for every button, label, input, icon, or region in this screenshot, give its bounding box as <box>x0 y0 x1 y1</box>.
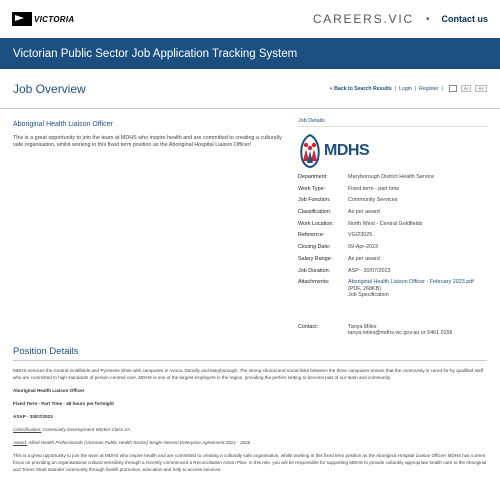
mdhs-logo <box>298 131 487 171</box>
detail-key: Classification: <box>298 209 332 216</box>
link-separator: | <box>441 85 443 92</box>
overview-header <box>0 69 500 109</box>
detail-row <box>298 268 487 275</box>
separator-dot: • <box>425 13 430 25</box>
award-value: Allied Health Professionals (Victorian Public Health Sector) Single Interest Enterprise Agreement 2021 - 2026 <box>27 440 251 446</box>
position-details-title: Position Details <box>13 346 487 361</box>
attachment-link[interactable]: Aboriginal Health Liaison Officer - February 2023.pdf <box>348 279 474 286</box>
font-larger-button[interactable]: A+ <box>475 85 487 92</box>
detail-key: Department: <box>298 174 328 180</box>
contact-row <box>298 324 487 337</box>
contact-info: tanya.miles@mdhs.vic.gov.au or 5461 0156 <box>348 330 453 337</box>
detail-row <box>298 209 487 216</box>
detail-value: As per award <box>348 255 380 262</box>
detail-row <box>298 221 487 228</box>
detail-key: Closing Date: <box>298 244 331 251</box>
attachments-row <box>298 279 487 299</box>
position-para: MDHS services the Central Goldfields and Pyrenees Shire with campuses in Avoca, Dunolly and Maryborough. The strong clinical and social links between the three campuses ensure that the community is cared for by qualified staff who are committed to high standards of person-centred care. MDHS is one of the largest employers in the region, providing the perfect setting to become part of our team and community. <box>13 368 484 381</box>
classification-value: Community Development Worker Class 2A <box>41 427 130 433</box>
top-bar <box>0 0 500 38</box>
job-summary <box>13 109 293 342</box>
job-intro: This is a great opportunity to join the team at MDHS who inspire health and are committed to creating a culturally safe organisation, whilst working in this fixed term position as the Aboriginal Hospital Liaison Officer! <box>13 135 282 148</box>
contact-name: Tanya Miles <box>348 323 377 330</box>
detail-value: Community Services <box>348 197 398 204</box>
job-details-panel <box>293 109 487 342</box>
victoria-logo-icon <box>12 12 32 26</box>
job-details-label: Job Details <box>298 118 487 127</box>
site-banner <box>0 38 500 69</box>
detail-row <box>298 197 487 204</box>
detail-key: Contact: <box>298 323 319 330</box>
detail-value: Fixed term - part time <box>348 185 400 192</box>
detail-value: ASP - 30/07/2023 <box>348 267 391 274</box>
position-hours: Fixed Term - Part Time - 48 hours per fortnight <box>13 401 114 407</box>
position-para: This is a great opportunity to join the team at MDHS who inspire health and are committed to creating a culturally safe organisation, whilst working in this fixed term position as the Aboriginal Hospital Liaison Officer! MDHS has current focus on providing an organisational cultural sensitivity through a recently commenced a Reconciliation Action Plan. In this role, you will be responsible for supporting MDHS to provide culturally appropriate health care to the Aboriginal and Torres Strait Islander community through health promotion, education and help to access services. <box>13 453 487 473</box>
detail-key: Work Location: <box>298 220 334 227</box>
print-icon[interactable] <box>449 85 457 92</box>
mdhs-logo-icon <box>298 133 322 169</box>
login-link[interactable]: Login <box>399 85 412 92</box>
detail-key: Job Function: <box>298 197 331 204</box>
banner-title: Victorian Public Sector Job Application Tracking System <box>13 47 298 60</box>
award-label: Award: <box>13 440 28 446</box>
attachment-meta: (PDF, 268KB) <box>348 285 381 292</box>
detail-row <box>298 244 487 251</box>
detail-row <box>298 174 487 181</box>
detail-key: Salary Range: <box>298 255 333 262</box>
page-title: Job Overview <box>13 81 86 96</box>
detail-key: Job Duration: <box>298 267 331 274</box>
detail-value: As per award <box>348 209 380 216</box>
detail-value: Maryborough District Health Service <box>348 174 435 180</box>
detail-key: Work Type: <box>298 185 326 192</box>
attachment-desc: Job Specification <box>348 292 389 299</box>
position-duration: ASAP - 30/07/2023 <box>13 414 53 420</box>
position-classification <box>13 426 487 433</box>
job-main <box>0 109 500 342</box>
detail-row <box>298 256 487 263</box>
detail-key: Reference: <box>298 232 325 239</box>
victoria-logo[interactable] <box>12 12 74 26</box>
register-link[interactable]: Register <box>419 85 439 92</box>
position-details <box>0 346 500 473</box>
classification-label: Classification: <box>13 427 42 433</box>
link-separator: | <box>414 85 417 92</box>
detail-value: 09-Apr-2023 <box>348 244 378 251</box>
position-award <box>13 439 487 446</box>
detail-value: VG/23025 <box>348 232 373 239</box>
contact-us-link[interactable]: Contact us <box>441 14 488 24</box>
job-title: Aboriginal Health Liaison Officer <box>13 121 113 128</box>
careers-vic-link[interactable]: CAREERS.VIC <box>312 12 414 26</box>
font-smaller-button[interactable]: A- <box>461 85 472 92</box>
detail-key: Attachments: <box>298 279 330 286</box>
link-separator: | <box>394 85 397 92</box>
detail-row <box>298 186 487 193</box>
detail-row <box>298 232 487 239</box>
mdhs-logo-text: MDHS <box>324 142 370 159</box>
detail-value: North West - Central Goldfields <box>348 220 423 227</box>
position-role-title: Aboriginal Health Liaison Officer <box>13 388 85 394</box>
logo-text: VICTORIA <box>34 14 75 24</box>
back-to-search-link[interactable]: « Back to Search Results <box>329 85 392 92</box>
